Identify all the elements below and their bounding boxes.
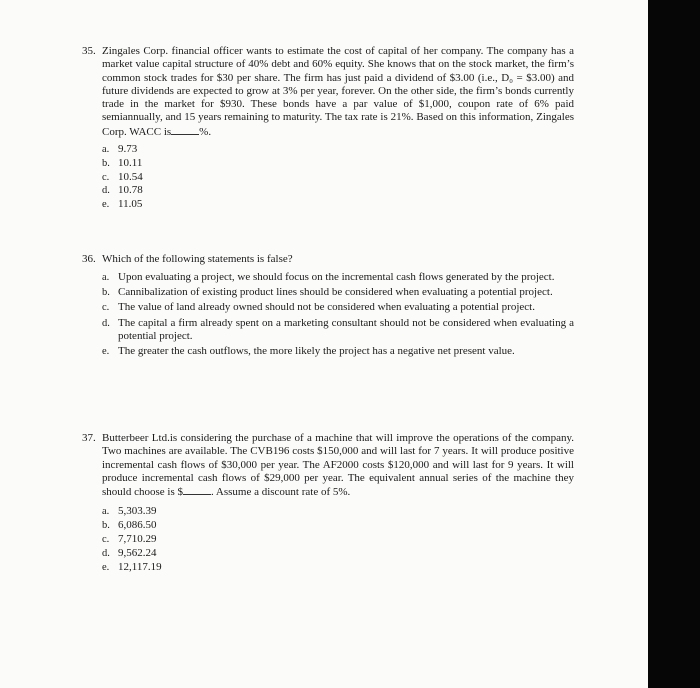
question-text — [102, 432, 574, 499]
option-text: 11.05 — [118, 198, 143, 211]
option-letter: e. — [102, 199, 110, 211]
question-text — [102, 45, 574, 139]
option-letter: d. — [102, 317, 110, 329]
option-c — [102, 301, 574, 314]
question-number: 35. — [82, 45, 96, 57]
option-e — [102, 345, 574, 358]
question-text-part2: . Assume a discount rate of 5%. — [210, 486, 351, 499]
option-letter: b. — [102, 520, 110, 532]
option-e — [102, 561, 574, 575]
option-c — [102, 171, 574, 185]
option-text: 10.11 — [118, 156, 143, 169]
option-letter: a. — [102, 506, 110, 518]
question-text-part2: %. — [199, 125, 212, 138]
option-letter: e. — [102, 345, 110, 357]
option-text: 12,117.19 — [118, 560, 162, 573]
option-text: Cannibalization of existing product lines should be considered when evaluating a potential project. — [118, 286, 553, 299]
answer-options — [102, 271, 574, 358]
option-a — [102, 143, 574, 157]
question-35 — [82, 45, 574, 212]
option-text: Upon evaluating a project, we should focus on the incremental cash flows generated by the project. — [118, 271, 555, 284]
option-letter: d. — [102, 547, 110, 559]
question-stem — [82, 253, 574, 266]
option-text: 10.78 — [118, 184, 143, 197]
question-36 — [82, 253, 574, 360]
option-text: 7,710.29 — [118, 533, 157, 546]
option-text: The greater the cash outflows, the more likely the project has a negative net present value. — [118, 344, 515, 357]
question-stem — [82, 432, 574, 499]
question-text-part1: Zingales Corp. financial officer wants to estimate the cost of capital of her company. The company has a market value capital structure of 40% debt and 60% equity. She knows that on the stock market, the firm’s common stock trades for $30 per share. The firm has just paid a dividend of $3.00 (i.e., D₀ = $3.00) and future dividends are expected to grow at 3% per year, forever. On the other side, the firm’s bonds currently trade in the market for $930. These bonds have a par value of $1,000, coupon rate of 6% paid semiannually, and 15 years remaining to maturity. The tax rate is 21%. Based on this information, Zingales Corp. WACC is — [102, 45, 574, 138]
option-text: 10.54 — [118, 170, 143, 183]
option-e — [102, 198, 574, 212]
option-d — [102, 184, 574, 198]
option-d — [102, 547, 574, 561]
option-text: 5,303.39 — [118, 505, 157, 518]
option-letter: c. — [102, 534, 110, 546]
answer-options — [102, 143, 574, 212]
option-a — [102, 271, 574, 284]
option-b — [102, 286, 574, 299]
option-letter: e. — [102, 561, 110, 573]
option-text: 9,562.24 — [118, 546, 157, 559]
answer-blank — [171, 125, 199, 135]
option-letter: c. — [102, 302, 110, 314]
question-number: 36. — [82, 253, 96, 265]
option-d — [102, 317, 574, 344]
option-b — [102, 157, 574, 171]
option-a — [102, 505, 574, 519]
option-text: 9.73 — [118, 143, 138, 156]
option-b — [102, 519, 574, 533]
option-letter: b. — [102, 287, 110, 299]
option-text: 6,086.50 — [118, 519, 157, 532]
option-text: The capital a firm already spent on a marketing consultant should not be considered when evaluating a potential project. — [118, 316, 574, 342]
answer-blank — [183, 485, 211, 495]
question-number: 37. — [82, 432, 96, 444]
answer-options — [102, 505, 574, 574]
option-letter: a. — [102, 272, 110, 284]
option-text: The value of land already owned should not be considered when evaluating a potential project. — [118, 301, 535, 314]
question-text-part1: Butterbeer Ltd.is considering the purchase of a machine that will improve the operations of the company. Two machines are available. The CVB196 costs $150,000 and will last for 7 years. It will produce positive incremental cash flows of $30,000 per year. The AF2000 costs $120,000 and will last for 9 years. It will produce incremental cash flows of $29,000 per year. The equivalent annual series of the machine they should choose is $ — [102, 432, 574, 499]
question-37 — [82, 432, 574, 574]
option-letter: d. — [102, 185, 110, 197]
question-text: Which of the following statements is false? — [102, 253, 293, 265]
option-c — [102, 533, 574, 547]
option-letter: a. — [102, 144, 110, 156]
option-letter: c. — [102, 171, 110, 183]
right-edge-bar — [648, 0, 700, 688]
question-stem — [82, 45, 574, 139]
option-letter: b. — [102, 157, 110, 169]
